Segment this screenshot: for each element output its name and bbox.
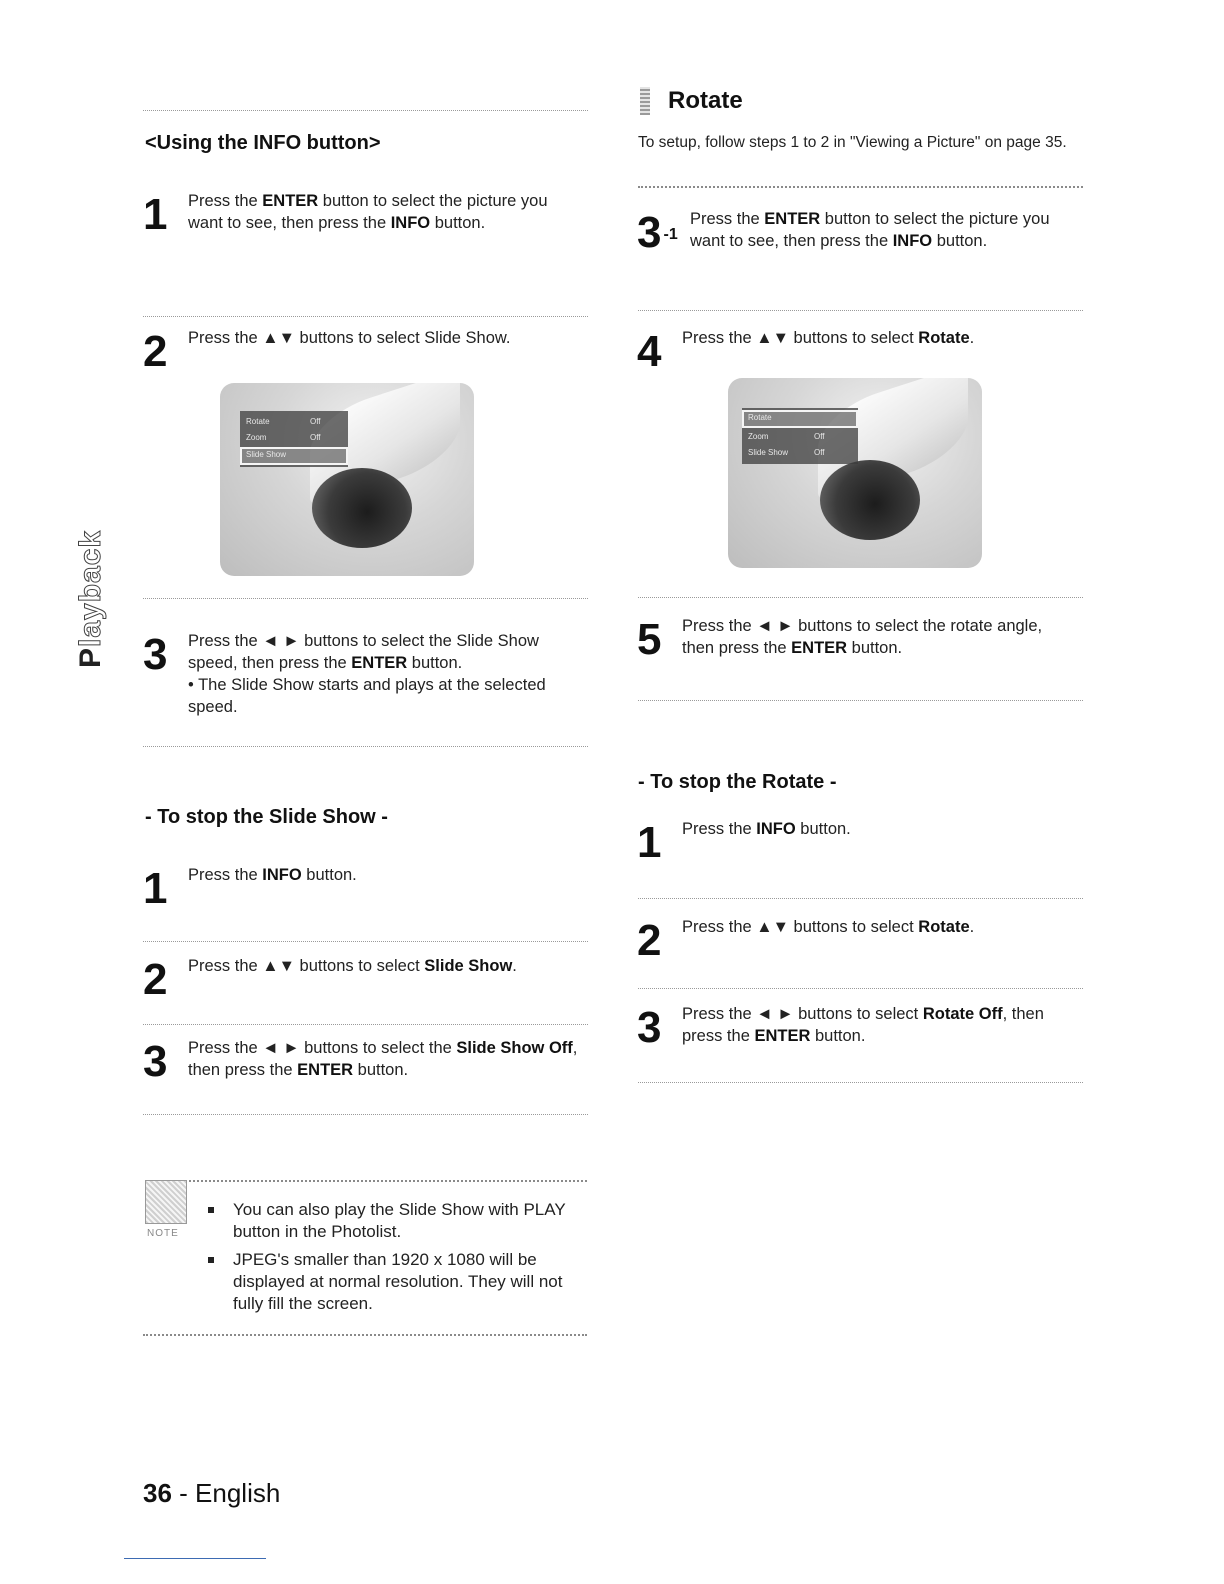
step-text: Press the ▲▼ buttons to select Slide Show. bbox=[188, 957, 517, 975]
osd-value: Off bbox=[814, 448, 825, 457]
osd-menu bbox=[240, 411, 348, 467]
step-number: 5 bbox=[637, 615, 662, 664]
osd-item: Rotate bbox=[246, 417, 270, 426]
step-number: 2 bbox=[143, 955, 168, 1004]
tv-screen-image bbox=[220, 383, 474, 576]
step-number: 1 bbox=[143, 864, 168, 913]
step-text: Press the ◄ ► buttons to select the rotate angle, then press the ENTER button. bbox=[682, 617, 1043, 657]
note-divider-top bbox=[185, 1180, 587, 1182]
osd-item-selected: Rotate bbox=[748, 413, 772, 422]
step-number: 4 bbox=[637, 327, 662, 376]
note-icon bbox=[145, 1180, 187, 1224]
step-number: 1 bbox=[143, 190, 168, 239]
setup-text: To setup, follow steps 1 to 2 in "Viewing a Picture" on page 35. bbox=[638, 134, 1067, 151]
divider bbox=[143, 316, 588, 317]
bird-head-graphic bbox=[820, 460, 920, 540]
osd-item: Zoom bbox=[246, 433, 267, 442]
step-number: 1 bbox=[637, 818, 662, 867]
osd-menu bbox=[742, 408, 858, 464]
bullet-square-icon bbox=[208, 1257, 214, 1263]
step-text: Press the ◄ ► buttons to select the Slide Show speed, then press the ENTER button. bbox=[188, 632, 539, 672]
section-tab-playback bbox=[74, 530, 108, 668]
heading-marker-icon bbox=[640, 87, 650, 115]
osd-item: Zoom bbox=[748, 432, 769, 441]
tv-screen-image bbox=[728, 378, 982, 568]
osd-item: Slide Show bbox=[748, 448, 789, 457]
osd-item-selected: Slide Show bbox=[246, 450, 287, 459]
step-number: 3 bbox=[143, 1037, 168, 1086]
divider bbox=[143, 1024, 588, 1025]
osd-value: Off bbox=[310, 417, 321, 426]
step-text: Press the ◄ ► buttons to select the Slide Show Off, then press the ENTER button. bbox=[188, 1039, 578, 1079]
divider bbox=[143, 1114, 588, 1115]
divider bbox=[638, 898, 1083, 899]
step-number: 2 bbox=[637, 916, 662, 965]
section-tab-rest: layback bbox=[74, 529, 107, 647]
divider bbox=[143, 598, 588, 599]
note-item: You can also play the Slide Show with PLAY button in the Photolist. bbox=[233, 1199, 588, 1243]
rotate-heading: Rotate bbox=[668, 87, 743, 114]
step-text: Press the ▲▼ buttons to select Rotate. bbox=[682, 329, 975, 347]
osd-value: Off bbox=[814, 432, 825, 441]
note-item: JPEG's smaller than 1920 x 1080 will be displayed at normal resolution. They will not fully fill the screen. bbox=[233, 1249, 588, 1315]
bird-head-graphic bbox=[312, 468, 412, 548]
divider bbox=[143, 941, 588, 942]
step-text: Press the INFO button. bbox=[682, 820, 851, 838]
divider bbox=[143, 746, 588, 747]
step-text: Press the ▲▼ buttons to select Rotate. bbox=[682, 918, 975, 936]
divider bbox=[638, 310, 1083, 311]
bullet-square-icon bbox=[208, 1207, 214, 1213]
divider bbox=[638, 597, 1083, 598]
note-divider-bottom bbox=[143, 1334, 587, 1336]
step-subnote: • The Slide Show starts and plays at the selected speed. bbox=[188, 676, 546, 716]
note-label: NOTE bbox=[147, 1228, 179, 1239]
section-heading-info-button: <Using the INFO button> bbox=[145, 132, 381, 154]
osd-value: Off bbox=[310, 433, 321, 442]
stop-slideshow-heading: - To stop the Slide Show - bbox=[145, 806, 388, 828]
step-number: 2 bbox=[143, 327, 168, 376]
divider bbox=[638, 700, 1083, 701]
footer-rule bbox=[124, 1558, 266, 1559]
step-number: 3 $^{-1}$ bbox=[637, 208, 678, 257]
section-tab-first-letter: P bbox=[74, 646, 107, 668]
step-text: Press the ◄ ► buttons to select Rotate Off, then press the ENTER button. bbox=[682, 1005, 1044, 1045]
divider bbox=[143, 110, 588, 111]
page-number: 36 - English bbox=[143, 1478, 281, 1508]
step-number: 3 bbox=[143, 630, 168, 679]
step-text: Press the INFO button. bbox=[188, 866, 357, 884]
divider bbox=[638, 1082, 1083, 1083]
step-text: Press the ENTER button to select the picture you want to see, then press the INFO button. bbox=[690, 210, 1050, 250]
divider bbox=[638, 186, 1083, 188]
stop-rotate-heading: - To stop the Rotate - bbox=[638, 771, 837, 793]
step-text: Press the ENTER button to select the picture you want to see, then press the INFO button. bbox=[188, 192, 548, 232]
step-text: Press the ▲▼ buttons to select Slide Show. bbox=[188, 329, 511, 347]
divider bbox=[638, 988, 1083, 989]
step-number: 3 bbox=[637, 1003, 662, 1052]
